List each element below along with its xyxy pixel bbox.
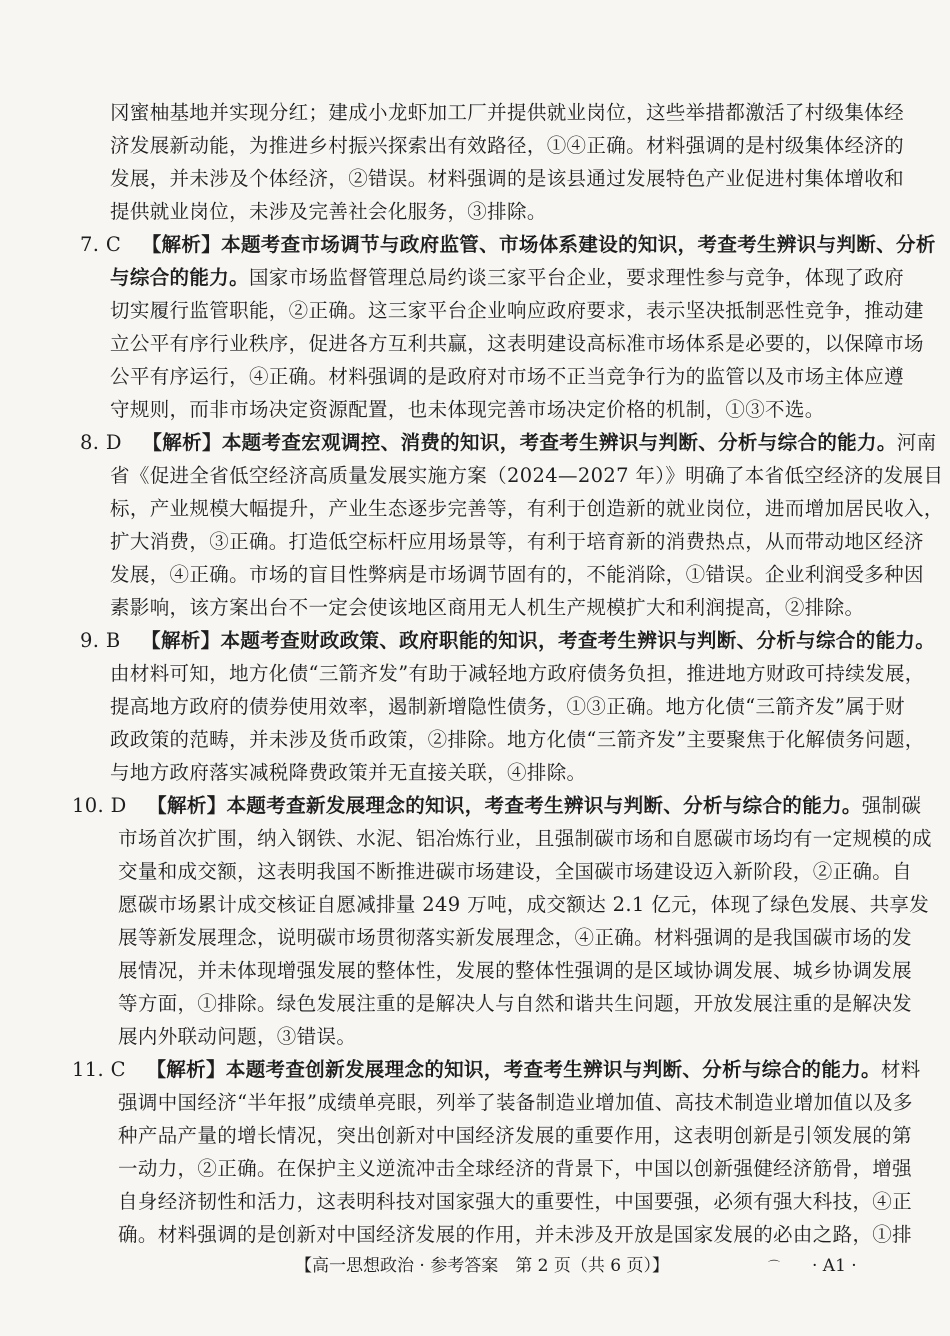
answer-number: 9. B: [80, 629, 121, 652]
bold-text: 与综合的能力。: [110, 266, 249, 289]
footer-mark: ⌒: [768, 1259, 781, 1273]
answer-line: 省《促进全省低空经济高质量发展实施方案（2024—2027 年）》明确了本省低空经济的发展目: [110, 464, 944, 487]
answer-line: 发展，④正确。市场的盲目性弊病是市场调节固有的，不能消除，①错误。企业利润受多种因: [110, 563, 924, 586]
footer-title: 【高一思想政治 · 参考答案 第 2 页（共 6 页）】: [295, 1256, 669, 1276]
answer-line: 扩大消费，③正确。打造低空标杆应用场景等，有利于培育新的消费热点，从而带动地区经济: [110, 530, 924, 553]
page-footer: [0, 1252, 950, 1280]
answer-number: 8. D: [80, 431, 122, 454]
analysis-lead: 本题考查市场调节与政府监管、市场体系建设的知识，考查考生辨识与判断、分析: [221, 233, 936, 256]
answer-number: 11. C: [72, 1058, 126, 1081]
answer-line: 交量和成交额，这表明我国不断推进碳市场建设，全国碳市场建设迈入新阶段，②正确。自: [118, 860, 913, 883]
analysis-tag: 【解析】: [147, 794, 227, 817]
lead-tail: 河南: [896, 431, 937, 454]
answer-line: 与地方政府落实减税降费政策并无直接关联，④排除。: [110, 761, 587, 784]
analysis-tag: 【解析】: [141, 233, 222, 256]
answer-line: 素影响，该方案出台不一定会使该地区商用无人机生产规模扩大和利润提高，②排除。: [110, 596, 865, 619]
answer-line: 展等新发展理念，说明碳市场贯彻落实新发展理念，④正确。材料强调的是我国碳市场的发: [118, 926, 913, 949]
answer-line: 市场首次扩围，纳入钢铁、水泥、铝冶炼行业，且强制碳市场和自愿碳市场均有一定规模的成: [118, 827, 932, 850]
continuation-line: 冈蜜柚基地并实现分红；建成小龙虾加工厂并提供就业岗位，这些举措都激活了村级集体经: [110, 101, 905, 124]
answer-line: 切实履行监管职能，②正确。这三家平台企业响应政府要求，表示坚决抵制恶性竞争，推动建: [110, 299, 924, 322]
answer-line: 强调中国经济“半年报”成绩单亮眼，列举了装备制造业增加值、高技术制造业增加值以及多: [118, 1091, 913, 1114]
answer-line: 标，产业规模大幅提升，产业生态逐步完善等，有利于创造新的就业岗位，进而增加居民收入，: [110, 497, 944, 520]
answer-item-7-header: [80, 233, 936, 257]
lead-tail: 强制碳: [861, 794, 922, 817]
answer-item-8-header: [80, 431, 936, 455]
analysis-tag: 【解析】: [142, 431, 222, 454]
analysis-lead: 本题考查新发展理念的知识，考查考生辨识与判断、分析与综合的能力。: [226, 794, 862, 817]
answer-line: 展情况，并未体现增强发展的整体性，发展的整体性强调的是区域协调发展、城乡协调发展: [118, 959, 913, 982]
answer-line: 提高地方政府的债券使用效率，遏制新增隐性债务，①③正确。地方化债“三箭齐发”属于财: [110, 695, 905, 718]
answer-line: 守规则，而非市场决定资源配置，也未体现完善市场决定价格的机制，①③不选。: [110, 398, 825, 421]
analysis-lead: 本题考查创新发展理念的知识，考查考生辨识与判断、分析与综合的能力。: [225, 1058, 881, 1081]
answer-line: 由材料可知，地方化债“三箭齐发”有助于减轻地方政府债务负担，推进地方财政可持续发展，: [110, 662, 925, 685]
answer-line: [110, 266, 904, 290]
continuation-line: 提供就业岗位，未涉及完善社会化服务，③排除。: [110, 200, 547, 223]
answer-line: 立公平有序行业秩序，促进各方互利共赢，这表明建设高标准市场体系是必要的，以保障市场: [110, 332, 924, 355]
answer-line: 自身经济韧性和活力，这表明科技对国家强大的重要性，中国要强，必须有强大科技，④正: [118, 1190, 913, 1213]
analysis-tag: 【解析】: [141, 629, 221, 652]
answer-line: 政政策的范畴，并未涉及货币政策，②排除。地方化债“三箭齐发”主要聚焦于化解债务问题，: [110, 728, 925, 751]
answer-line: 等方面，①排除。绿色发展注重的是解决人与自然和谐共生问题，开放发展注重的是解决发: [118, 992, 913, 1015]
answer-line: 公平有序运行，④正确。材料强调的是政府对市场不正当竞争行为的监管以及市场主体应遵: [110, 365, 905, 388]
answer-item-9-header: [80, 629, 935, 653]
continuation-line: 发展，并未涉及个体经济，②错误。材料强调的是该县通过发展特色产业促进村集体增收和: [110, 167, 905, 190]
answer-number: 7. C: [80, 233, 122, 256]
line-text: 国家市场监督管理总局约谈三家平台企业，要求理性参与竞争，体现了政府: [248, 266, 905, 289]
answer-item-10-header: [72, 794, 921, 818]
analysis-lead: 本题考查财政政策、政府职能的知识，考查考生辨识与判断、分析与综合的能力。: [220, 629, 936, 652]
analysis-lead: 本题考查宏观调控、消费的知识，考查考生辨识与判断、分析与综合的能力。: [221, 431, 897, 454]
answer-line: 展内外联动问题，③错误。: [118, 1025, 357, 1048]
answer-line: 确。材料强调的是创新对中国经济发展的作用，并未涉及开放是国家发展的必由之路，①排: [118, 1223, 913, 1246]
answer-number: 10. D: [72, 794, 127, 817]
answer-line: 愿碳市场累计成交核证自愿减排量 249 万吨，成交额达 2.1 亿元，体现了绿色发展、共享发: [118, 893, 930, 916]
lead-tail: 材料: [880, 1058, 921, 1081]
continuation-line: 济发展新动能，为推进乡村振兴探索出有效路径，①④正确。材料强调的是村级集体经济的: [110, 134, 905, 157]
answer-item-11-header: [72, 1058, 921, 1082]
footer-code: · A1 ·: [812, 1256, 857, 1276]
answer-line: 一动力，②正确。在保护主义逆流冲击全球经济的背景下，中国以创新强健经济筋骨，增强: [118, 1157, 913, 1180]
analysis-tag: 【解析】: [146, 1058, 226, 1081]
answer-line: 种产品产量的增长情况，突出创新对中国经济发展的重要作用，这表明创新是引领发展的第: [118, 1124, 913, 1147]
